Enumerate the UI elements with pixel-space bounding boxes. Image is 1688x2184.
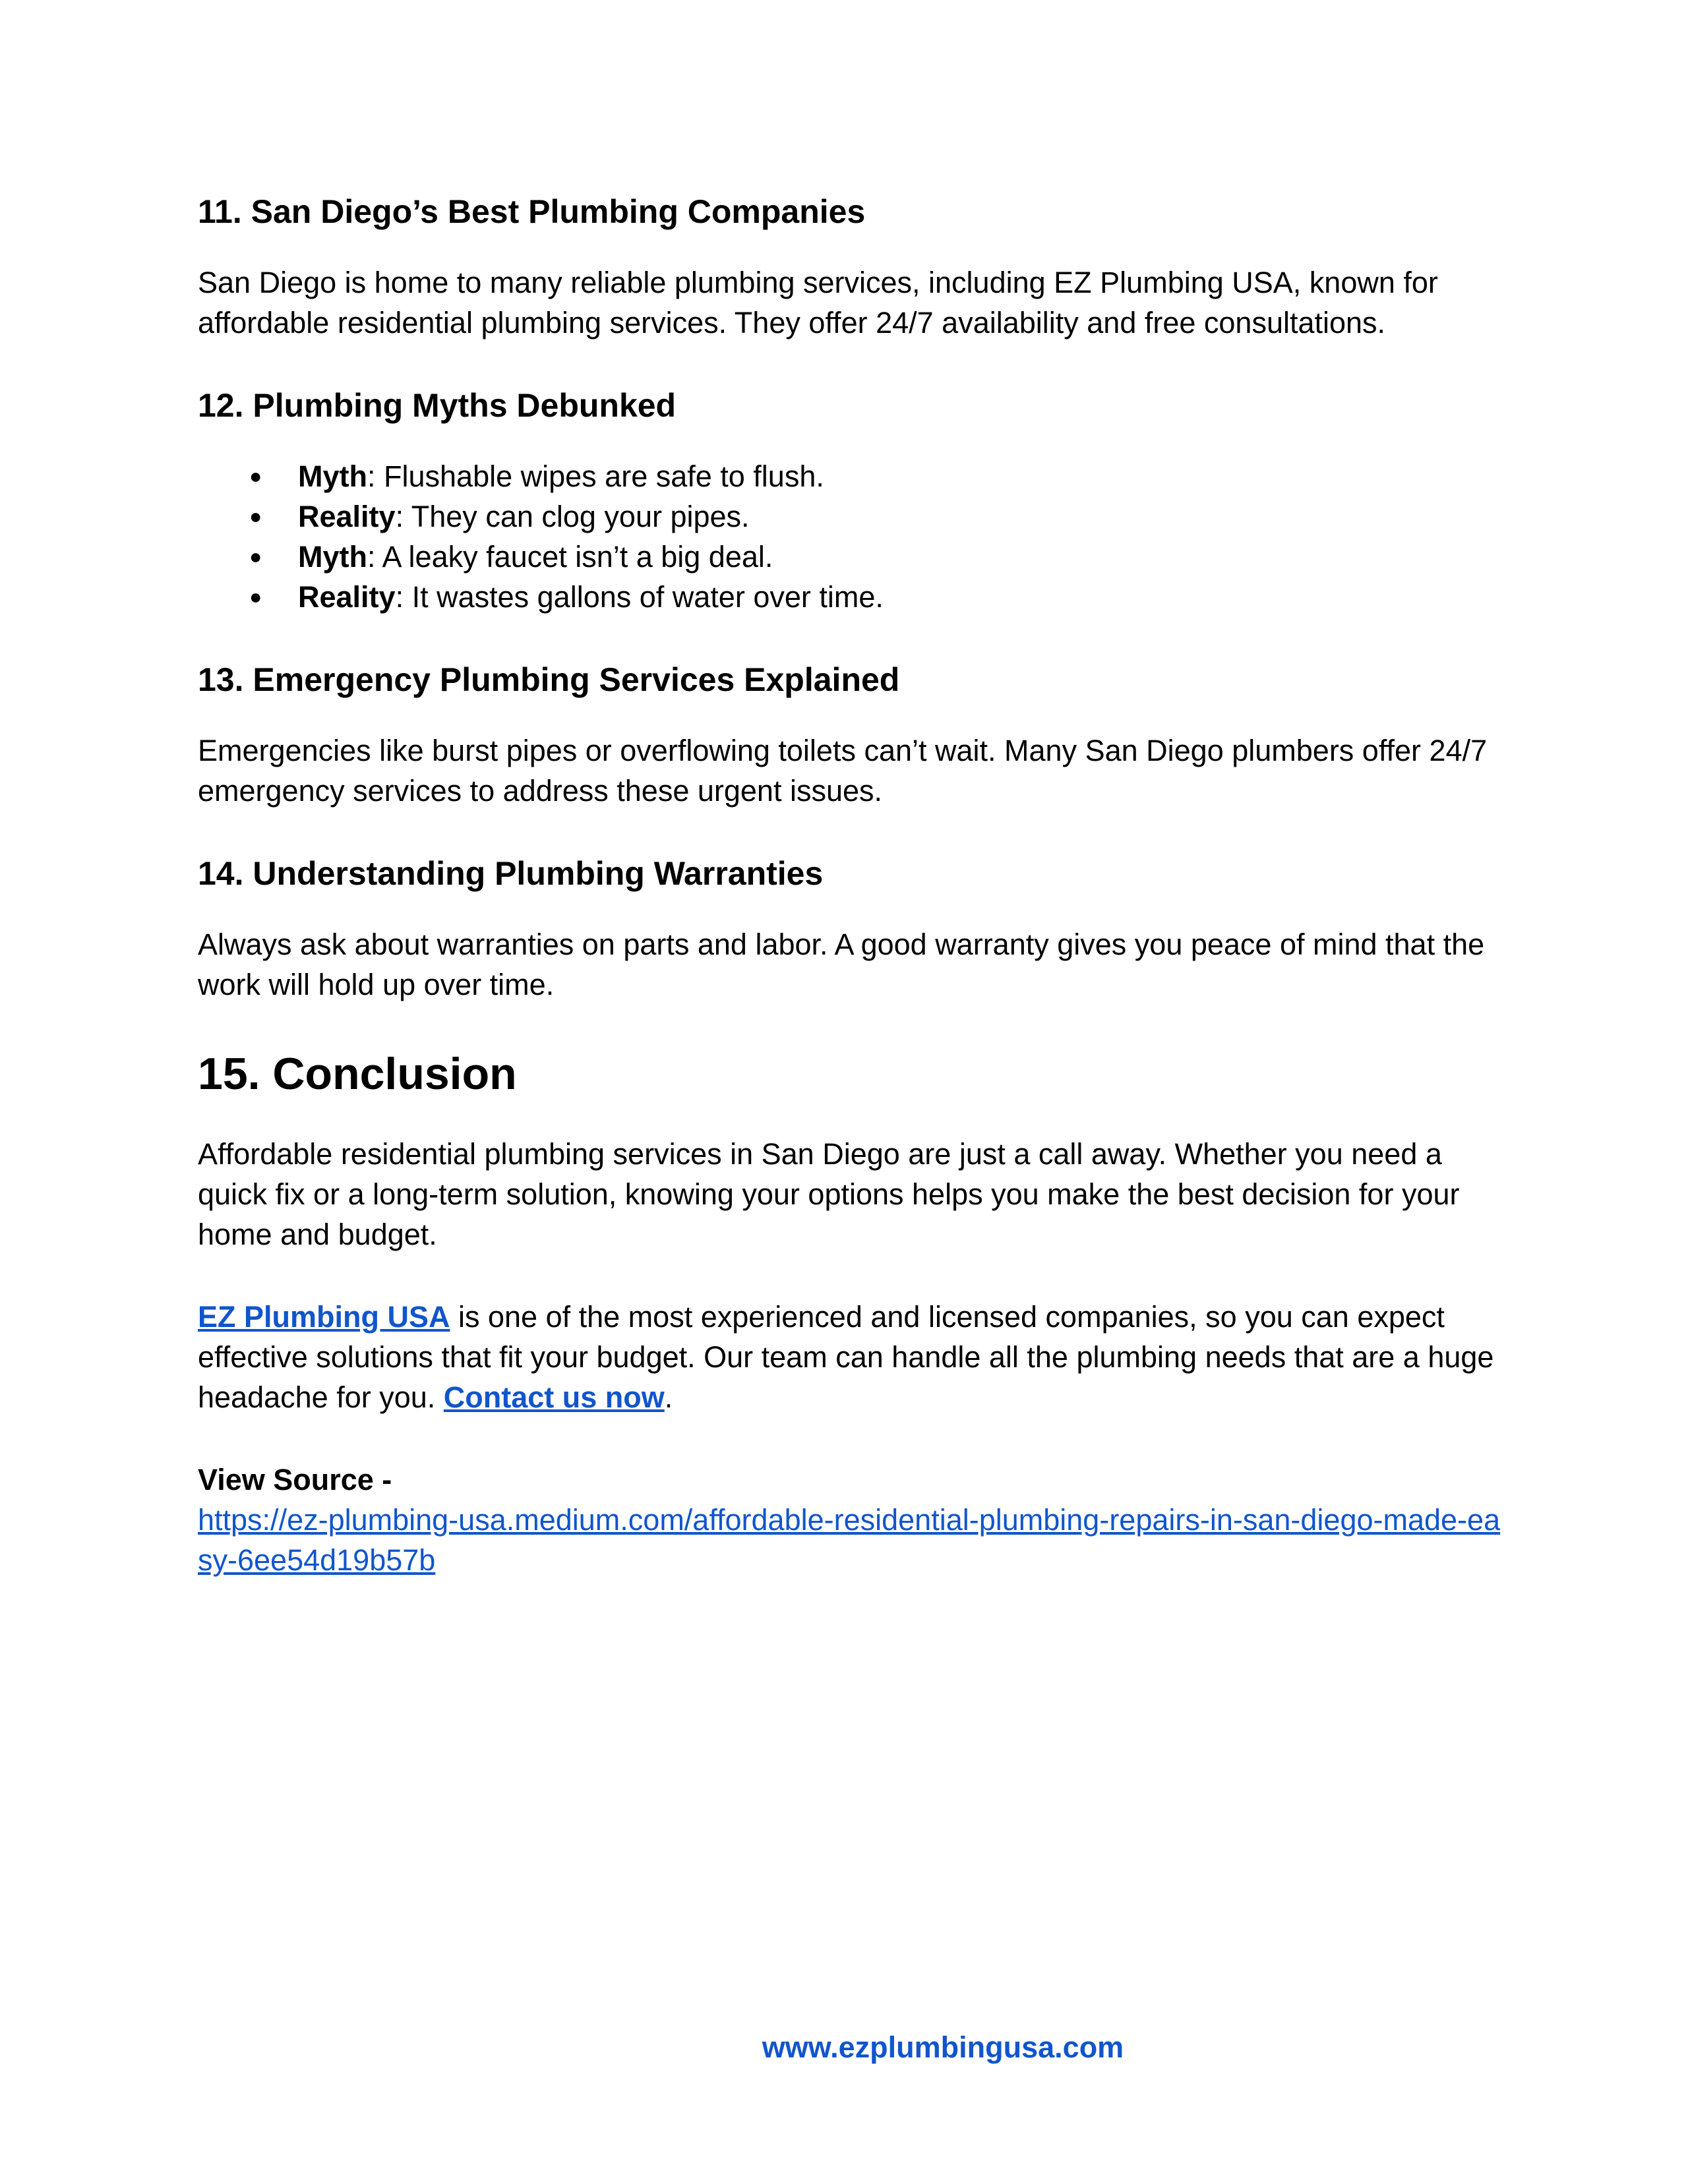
ez-plumbing-link[interactable]: EZ Plumbing USA xyxy=(198,1300,450,1334)
source-url-link[interactable]: https://ez-plumbing-usa.medium.com/affordable-residential-plumbing-repairs-in-san-diego-made-easy-6ee54d19b57b xyxy=(198,1503,1501,1577)
list-item-text: : They can clog your pipes. xyxy=(395,500,750,533)
section-13-body: Emergencies like burst pipes or overflowing toilets can’t wait. Many San Diego plumbers offer 24/7 emergency services to address these urgent issues. xyxy=(198,734,1488,808)
section-12-heading: 12. Plumbing Myths Debunked xyxy=(198,387,677,424)
source-label: View Source - xyxy=(198,1463,392,1496)
list-item xyxy=(198,577,1503,617)
contact-us-link[interactable]: Contact us now xyxy=(443,1380,665,1414)
document-page xyxy=(198,191,1503,1622)
list-item-text: : It wastes gallons of water over time. xyxy=(395,580,884,614)
section-11-body: San Diego is home to many reliable plumbing services, including EZ Plumbing USA, known for affordable residential plumbing services. They offer 24/7 availability and free consultations. xyxy=(198,266,1438,339)
cta-paragraph xyxy=(198,1297,1503,1417)
footer xyxy=(0,2030,1688,2065)
myths-list xyxy=(198,456,1503,617)
list-item-text: : A leaky faucet isn’t a big deal. xyxy=(367,540,773,574)
list-item xyxy=(198,537,1503,577)
bullet-icon: ● xyxy=(249,464,262,488)
section-14-heading: 14. Understanding Plumbing Warranties xyxy=(198,855,824,892)
cta-end: . xyxy=(664,1380,673,1414)
list-item-term: Reality xyxy=(298,580,396,614)
source-block xyxy=(198,1460,1503,1580)
list-item-term: Myth xyxy=(298,459,367,493)
footer-website-link[interactable]: www.ezplumbingusa.com xyxy=(762,2030,1124,2064)
list-item-term: Reality xyxy=(298,500,396,533)
bullet-icon: ● xyxy=(249,585,262,608)
section-14-body: Always ask about warranties on parts and labor. A good warranty gives you peace of mind that the work will hold up over time. xyxy=(198,928,1485,1001)
cta-text: is one of the most experienced and licensed companies, so you can expect effective solutions that fit your budget. Our team can handle all the plumbing needs that are a huge headache for you. xyxy=(198,1300,1494,1414)
list-item xyxy=(198,496,1503,537)
section-15-heading: 15. Conclusion xyxy=(198,1049,517,1099)
bullet-icon: ● xyxy=(249,545,262,568)
list-item-text: : Flushable wipes are safe to flush. xyxy=(367,459,824,493)
section-13-heading: 13. Emergency Plumbing Services Explained xyxy=(198,661,900,698)
section-15-body: Affordable residential plumbing services in San Diego are just a call away. Whether you need a quick fix or a long-term solution, knowing your options helps you make the best decision for your home and budget. xyxy=(198,1137,1460,1251)
section-11-heading: 11. San Diego’s Best Plumbing Companies xyxy=(198,193,866,230)
list-item-term: Myth xyxy=(298,540,367,574)
list-item xyxy=(198,456,1503,496)
bullet-icon: ● xyxy=(249,504,262,528)
